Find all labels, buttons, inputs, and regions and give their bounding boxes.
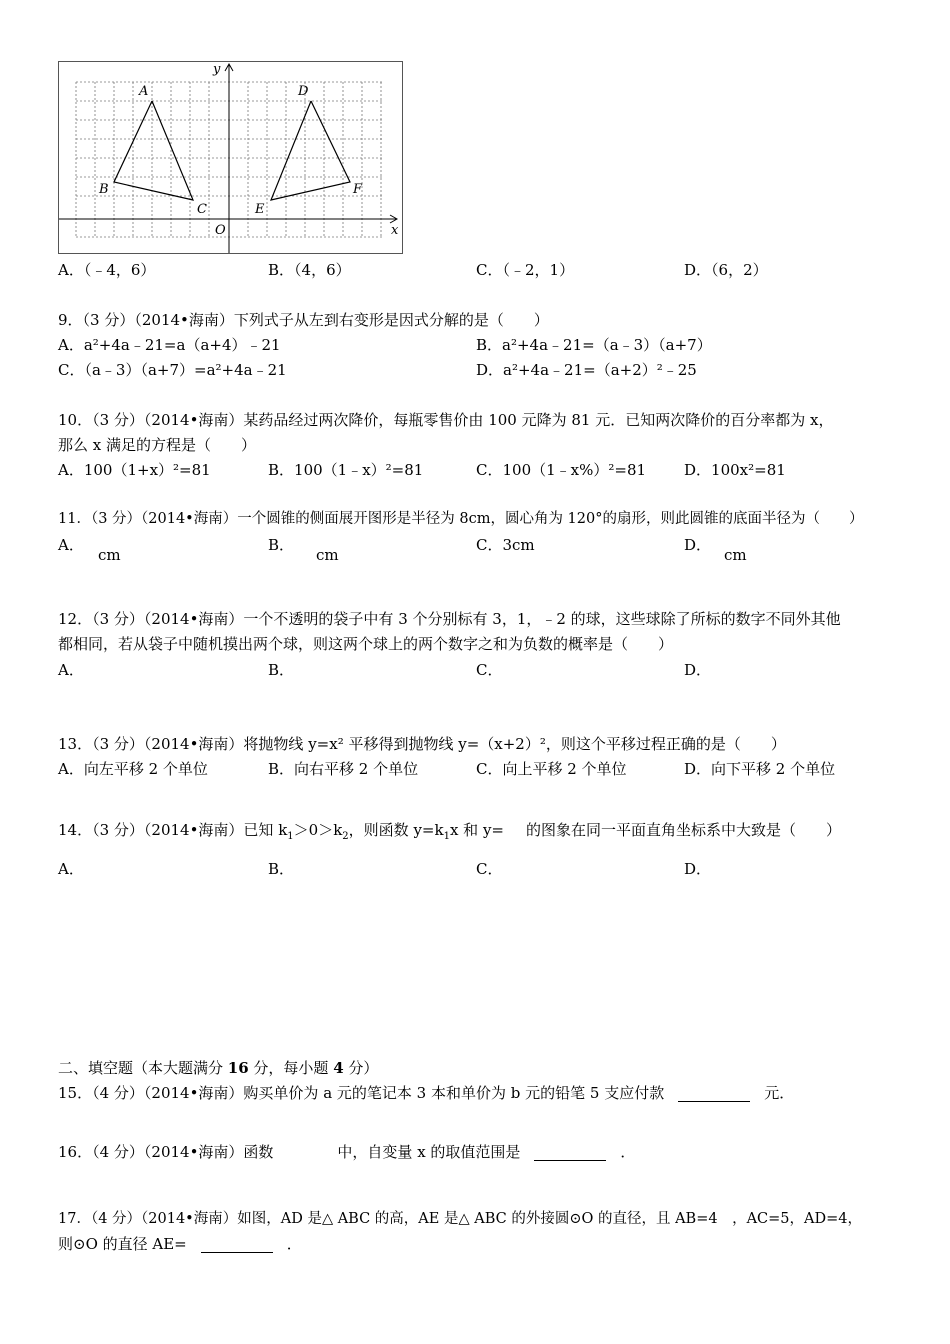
q10-option-c: C．100（1﹣x%）²=81 xyxy=(476,461,647,479)
q14-option-a: A． xyxy=(58,860,84,878)
q12-stem-line1: 12．（3 分）（2014•海南）一个不透明的袋子中有 3 个分别标有 3，1，﹣2 的球，这些球除了所标的数字不同外其他 xyxy=(58,610,841,628)
q9-stem: 9．（3 分）（2014•海南）下列式子从左到右变形是因式分解的是（ ） xyxy=(58,311,549,329)
q15 xyxy=(58,1084,794,1102)
q14-stem-post: 的图象在同一平面直角坐标系中大致是（ ） xyxy=(526,821,842,839)
triangle-abc xyxy=(114,101,193,200)
q14-stem-mid3: x 和 y= xyxy=(449,821,504,839)
q17-tail: ． xyxy=(286,1235,302,1253)
q11-option-a: A． xyxy=(58,536,84,554)
section2-pre: 二、填空题（本大题满分 xyxy=(58,1059,228,1077)
coordinate-grid-svg xyxy=(59,62,402,253)
q14-sub-2: 2 xyxy=(342,831,349,842)
q12-option-d: D． xyxy=(684,661,712,679)
q17-answer-blank[interactable] xyxy=(201,1238,273,1253)
q11-option-a-unit: cm xyxy=(98,546,121,564)
q14-option-b: B． xyxy=(268,860,295,878)
q16-tail: ． xyxy=(620,1143,636,1161)
q15-tail: 元． xyxy=(764,1084,795,1102)
q13-option-b: B．向右平移 2 个单位 xyxy=(268,760,419,778)
section2-per-score: 4 xyxy=(333,1059,344,1077)
label-a: A xyxy=(139,84,149,99)
q8-option-d: D．（6，2） xyxy=(684,261,768,279)
label-d: D xyxy=(298,84,309,99)
q14-sub-1b: 1 xyxy=(443,831,450,842)
section2-total-score: 16 xyxy=(227,1059,249,1077)
q14-stem-mid: ＞0＞k xyxy=(293,821,343,839)
q13-stem: 13．（3 分）（2014•海南）将抛物线 y=x² 平移得到抛物线 y=（x+2）²，则这个平移过程正确的是（ ） xyxy=(58,735,786,753)
q11-stem: 11．（3 分）（2014•海南）一个圆锥的侧面展开图形是半径为 8cm，圆心角为 120°的扇形，则此圆锥的底面半径为（ ） xyxy=(58,511,864,527)
q9-option-d: D．a²+4a﹣21=（a+2）²﹣25 xyxy=(476,361,697,379)
q14-option-c: C． xyxy=(476,860,503,878)
q11-option-d: D． xyxy=(684,536,712,554)
label-origin: O xyxy=(215,223,226,238)
q12-option-a: A． xyxy=(58,661,84,679)
q11-option-d-unit: cm xyxy=(724,546,747,564)
q16-answer-blank[interactable] xyxy=(534,1146,606,1161)
section2-mid: 分，每小题 xyxy=(248,1059,334,1077)
label-c: C xyxy=(197,202,207,217)
q13-option-d: D．向下平移 2 个单位 xyxy=(684,760,836,778)
q11-option-c: C．3cm xyxy=(476,536,535,554)
label-x-axis: x xyxy=(391,223,399,238)
q15-answer-blank[interactable] xyxy=(678,1087,750,1102)
q15-stem: 15．（4 分）（2014•海南）购买单价为 a 元的笔记本 3 本和单价为 b 元的铅笔 5 支应付款 xyxy=(58,1084,665,1102)
q10-option-a: A．100（1+x）²=81 xyxy=(58,461,211,479)
q13-option-a: A．向左平移 2 个单位 xyxy=(58,760,208,778)
q9-option-b: B．a²+4a﹣21=（a﹣3）（a+7） xyxy=(476,336,712,354)
q17-line2-pre: 则⊙O 的直径 AE= xyxy=(58,1235,187,1253)
triangle-def xyxy=(271,101,350,200)
q16-mid: 中，自变量 x 的取值范围是 xyxy=(337,1143,521,1161)
q16-pre: 16．（4 分）（2014•海南）函数 xyxy=(58,1143,274,1161)
q9-option-c: C．（a﹣3）（a+7）=a²+4a﹣21 xyxy=(58,361,287,379)
q14-stem xyxy=(58,821,841,842)
q14-option-d: D． xyxy=(684,860,712,878)
q14-sub-1: 1 xyxy=(287,831,294,842)
label-b: B xyxy=(99,182,109,197)
q10-stem-line1: 10．（3 分）（2014•海南）某药品经过两次降价，每瓶零售价由 100 元降为 81 元．已知两次降价的百分率都为 x， xyxy=(58,411,834,429)
q17-line2 xyxy=(58,1235,302,1253)
label-f: F xyxy=(353,182,363,197)
q12-option-b: B． xyxy=(268,661,295,679)
q10-option-d: D．100x²=81 xyxy=(684,461,786,479)
q12-option-c: C． xyxy=(476,661,503,679)
q10-stem-line2: 那么 x 满足的方程是（ ） xyxy=(58,436,256,454)
q11-option-b: B． xyxy=(268,536,295,554)
q14-stem-pre: 14．（3 分）（2014•海南）已知 k xyxy=(58,821,288,839)
label-y-axis: y xyxy=(213,62,221,77)
q8-option-c: C．（﹣2，1） xyxy=(476,261,575,279)
q16 xyxy=(58,1143,635,1161)
q17-stem-line1: 17．（4 分）（2014•海南）如图，AD 是△ ABC 的高，AE 是△ ABC 的外接圆⊙O 的直径，且 AB=4 ，AC=5，AD=4， xyxy=(58,1211,862,1227)
q8-option-a: A．（﹣4，6） xyxy=(58,261,156,279)
coordinate-figure xyxy=(58,61,403,254)
label-e: E xyxy=(255,202,265,217)
section2-heading xyxy=(58,1059,378,1077)
q10-option-b: B．100（1﹣x）²=81 xyxy=(268,461,424,479)
q13-option-c: C．向上平移 2 个单位 xyxy=(476,760,627,778)
q8-option-b: B．（4，6） xyxy=(268,261,351,279)
q12-stem-line2: 都相同，若从袋子中随机摸出两个球，则这两个球上的两个数字之和为负数的概率是（ ） xyxy=(58,635,674,653)
section2-post: 分） xyxy=(343,1059,379,1077)
q14-stem-mid2: ，则函数 y=k xyxy=(348,821,444,839)
q11-option-b-unit: cm xyxy=(316,546,339,564)
q9-option-a: A．a²+4a﹣21=a（a+4）﹣21 xyxy=(58,336,281,354)
